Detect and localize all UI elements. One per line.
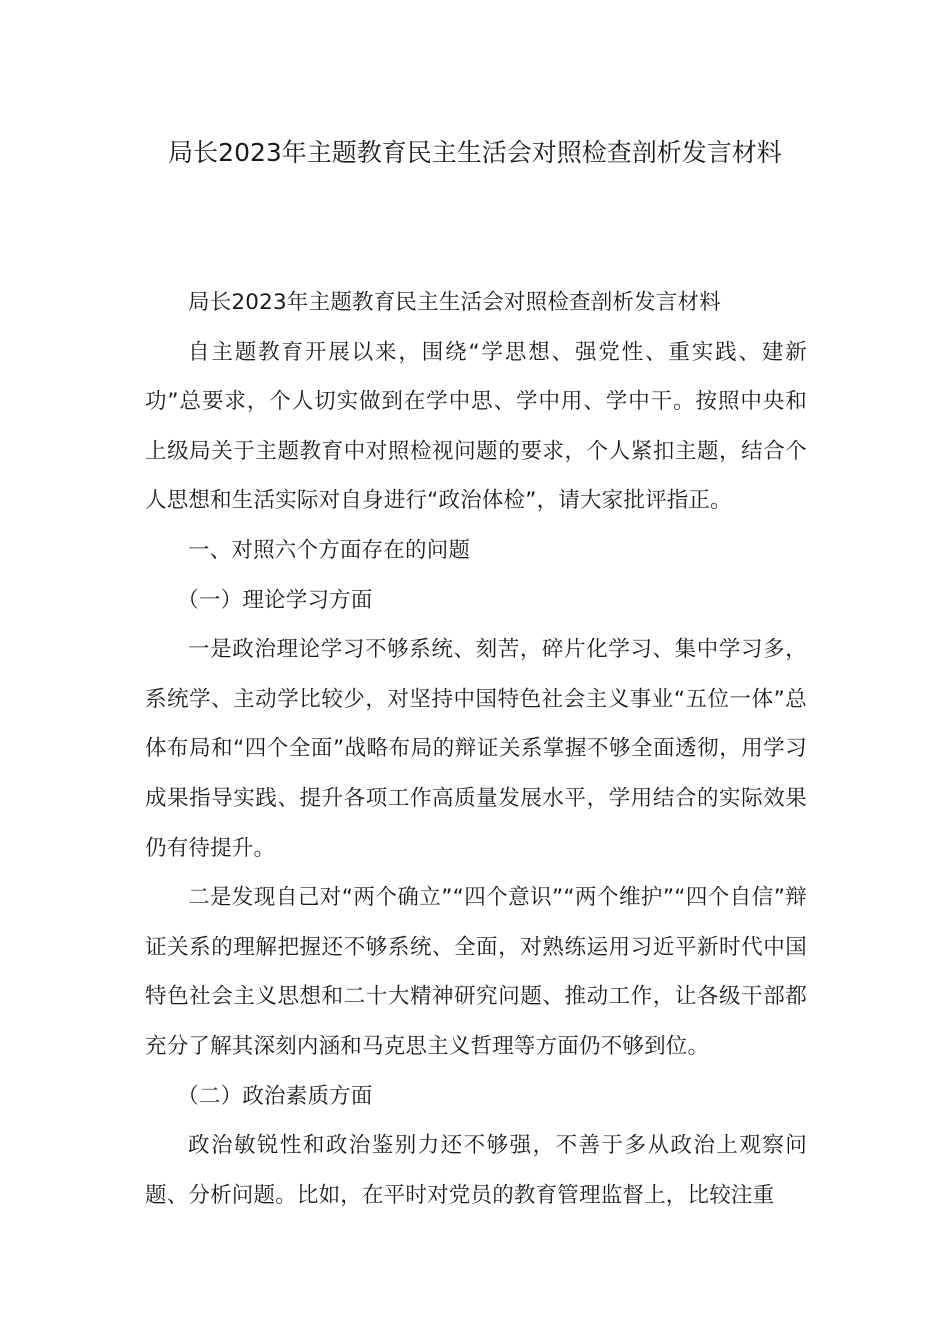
subsection-heading-theory: （一）理论学习方面: [177, 587, 373, 613]
paragraph-theory-1: 一是政治理论学习不够系统、刻苦，碎片化学习、集中学习多，系统学、主动学比较少，对坚持中国特色社会主义事业“五位一体”总体布局和“四个全面”战略布局的辩证关系掌握不够全面透彻，用学习成果指导实践、提升各项工作高质量发展水平，学用结合的实际效果仍有待提升。: [145, 637, 807, 861]
document-title: 局长2023年主题教育民主生活会对照检查剖析发言材料: [168, 138, 782, 167]
document-body: [145, 278, 807, 1220]
paragraph-heading-repeat: 局长2023年主题教育民主生活会对照检查剖析发言材料: [188, 290, 721, 315]
paragraph-theory-2: 二是发现自己对“两个确立”“四个意识”“两个维护”“四个自信”辩证关系的理解把握还不够系统、全面，对熟练运用习近平新时代中国特色社会主义思想和二十大精神研究问题、推动工作，让各级干部都充分了解其深刻内涵和马克思主义哲理等方面仍不够到位。: [145, 885, 807, 1059]
paragraph-intro: 自主题教育开展以来，围绕“学思想、强党性、重实践、建新功”总要求，个人切实做到在学中思、学中用、学中干。按照中央和上级局关于主题教育中对照检视问题的要求，个人紧扣主题，结合个人思想和生活实际对自身进行“政治体检”，请大家批评指正。: [145, 339, 807, 514]
section-heading-1: 一、对照六个方面存在的问题: [188, 537, 471, 563]
subsection-heading-political: （二）政治素质方面: [177, 1083, 373, 1109]
paragraph-political-1: 政治敏锐性和政治鉴别力还不够强，不善于多从政治上观察问题、分析问题。比如，在平时对党员的教育管理监督上，比较注重: [145, 1133, 807, 1208]
